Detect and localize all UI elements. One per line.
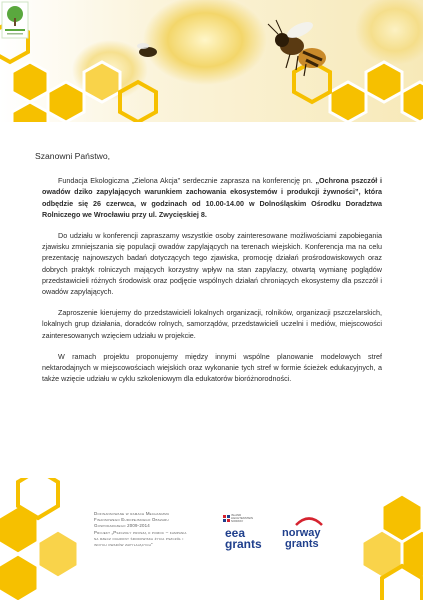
conference-details: „Ochrona pszczół i owadów dziko zapylających warunkiem zachowania ekosystemów i produkcji żywności”, która odbędzie się 26 czerwca, w godzinach od 10.00-14.00 w Dolnośląskim Ośrodku Doradztwa Rolniczego we Wrocławiu przy ul. Zwycięskiej 8. bbox=[42, 176, 382, 219]
eea-donor-countries: ISLAND LIECHTENSTEIN NORWAY bbox=[231, 513, 254, 524]
eea-grants-word: grants bbox=[225, 537, 262, 551]
salutation: Szanowni Państwo, bbox=[35, 151, 110, 161]
norway-word: norway bbox=[282, 527, 321, 539]
eea-grants-logo bbox=[223, 514, 275, 554]
banner-photo bbox=[0, 0, 423, 122]
funding-note bbox=[94, 511, 212, 548]
funding-line: Gospodarczego 2009-2014 bbox=[94, 523, 150, 529]
funding-line: na rzecz ochrony środowiska życia pszczół i bbox=[94, 535, 184, 541]
funding-line: Dofinansowane w ramach Mechanizmu bbox=[94, 511, 170, 516]
eea-mark-icon bbox=[223, 515, 231, 523]
paragraph-invitation bbox=[42, 175, 382, 220]
funding-line: innych owadów zapylających” bbox=[94, 542, 153, 548]
paragraph-audience: Do udziału w konferencji zapraszamy wszystkie osoby zainteresowane możliwościami zapobiegania zjawisku zmniejszania się populacji owadów zapylających na terenach wiejskich. Konferencja ma na celu prezentację najnowszych badań dotyczących tego zjawiska, promocję działań prośrodowiskowych oraz dobrych praktyk rolniczych mających korzystny wpływ na stan zapylaczy, otwartą wymianę poglądów przedstawicieli różnych środowisk oraz podjęcie wspólnych działań chroniących ekosystemy dla pszczół i owadów zapylających. bbox=[42, 231, 382, 297]
paragraph-project: W ramach projektu proponujemy między innymi wspólne planowanie modelowych stref nektarodajnych w miejscowościach wiejskich oraz wykonanie tych stref w formie ścieżek edukacyjnych, a także wzięcie udziału w cyklu szkoleniowym dla edukatorów bioróżnorodności. bbox=[42, 351, 382, 384]
funding-line: Projekt „Pszczoły proszą o pomoc – kampania bbox=[94, 529, 187, 535]
norway-grants-word: grants bbox=[285, 538, 319, 550]
invitation-text: Fundacja Ekologiczna „Zielona Akcja” serdecznie zaprasza na konferencję pn. bbox=[58, 176, 316, 186]
header-banner bbox=[0, 0, 423, 122]
paragraph-invitees: Zaproszenie kierujemy do przedstawicieli lokalnych organizacji, rolników, organizacji pszczelarskich, lokalnych grup działania, doradców rolnych, samorządów, przedstawicieli uczelni i mediów, miejscowości zainteresowanych wzięciem udziału w projekcie. bbox=[42, 308, 382, 340]
honeycomb-footer-left bbox=[0, 478, 90, 600]
letter-body bbox=[35, 151, 382, 394]
norway-grants-logo bbox=[282, 516, 338, 556]
funding-line: Finansowego Europejskiego Obszaru bbox=[94, 517, 169, 523]
eea-word: eea bbox=[225, 526, 246, 540]
norway-arc-icon bbox=[294, 516, 324, 526]
honeycomb-footer-right bbox=[360, 486, 423, 600]
zielona-akcja-logo-icon bbox=[0, 0, 30, 40]
